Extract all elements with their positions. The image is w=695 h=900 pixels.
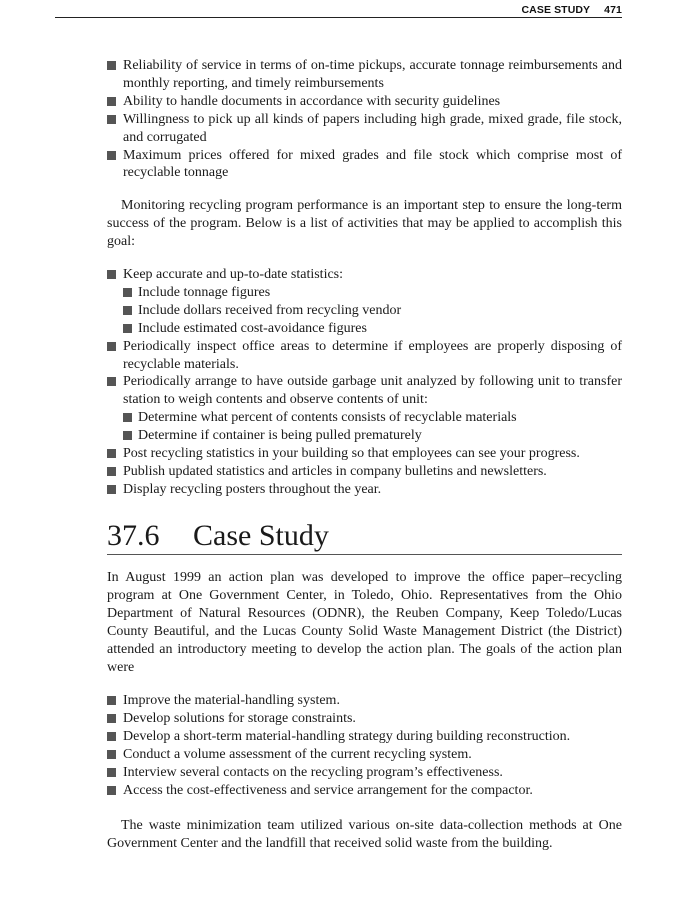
bullet-square-icon (107, 97, 116, 106)
bullet-square-icon (107, 342, 116, 351)
bullet-square-icon (107, 696, 116, 705)
bullet-square-icon (107, 467, 116, 476)
section-heading (107, 517, 622, 555)
bullet-square-icon (107, 377, 116, 386)
bullet-square-icon (107, 115, 116, 124)
sub-list-item: Determine what percent of contents consists of recyclable materials (107, 409, 622, 427)
bullet-square-icon (107, 768, 116, 777)
bullet-square-icon (123, 413, 132, 422)
bullet-square-icon (107, 449, 116, 458)
header-rule (55, 17, 622, 18)
list-item: Willingness to pick up all kinds of papers including high grade, mixed grade, file stock, and corrugated (107, 111, 622, 147)
list-item: Improve the material-handling system. (107, 692, 622, 710)
bullet-square-icon (107, 714, 116, 723)
bullet-square-icon (107, 270, 116, 279)
section-number: 37.6 (107, 519, 160, 552)
bullet-square-icon (107, 151, 116, 160)
running-title: CASE STUDY (521, 4, 591, 16)
activities-list (107, 266, 622, 499)
sub-list-item: Include dollars received from recycling vendor (107, 302, 622, 320)
list-item: Display recycling posters throughout the year. (107, 481, 622, 499)
list-item: Publish updated statistics and articles in company bulletins and newsletters. (107, 463, 622, 481)
sub-list-item: Include tonnage figures (107, 284, 622, 302)
list-item: Conduct a volume assessment of the current recycling system. (107, 746, 622, 764)
bullet-square-icon (107, 485, 116, 494)
bullet-square-icon (123, 306, 132, 315)
bullet-square-icon (107, 61, 116, 70)
list-item: Develop a short-term material-handling strategy during building reconstruction. (107, 728, 622, 746)
list-item: Keep accurate and up-to-date statistics: (107, 266, 622, 284)
final-paragraph: The waste minimization team utilized various on-site data-collection methods at One Government Center and the landfill that received solid waste from the building. (107, 818, 622, 851)
criteria-list (107, 57, 622, 182)
monitoring-paragraph: Monitoring recycling program performance is an important step to ensure the long-term success of the program. Below is a list of activities that may be applied to accomplish this goal: (107, 198, 622, 249)
list-item: Periodically inspect office areas to determine if employees are properly disposing of recyclable materials. (107, 338, 622, 374)
list-item: Access the cost-effectiveness and service arrangement for the compactor. (107, 782, 622, 800)
bullet-square-icon (123, 324, 132, 333)
page-number: 471 (604, 4, 622, 16)
sub-list-item: Include estimated cost-avoidance figures (107, 320, 622, 338)
case-paragraph: In August 1999 an action plan was developed to improve the office paper–recycling program at One Government Center, in Toledo, Ohio. Representatives from the Ohio Department of Natural Resources (ODNR), the Reuben Company, Keep Toledo/Lucas County Beautiful, and the Lucas County Solid Waste Management District (the District) attended an introductory meeting to develop the action plan. The goals of the action plan were (107, 570, 622, 675)
bullet-square-icon (107, 786, 116, 795)
list-item: Maximum prices offered for mixed grades and file stock which comprise most of recyclable tonnage (107, 147, 622, 183)
list-item: Develop solutions for storage constraints. (107, 710, 622, 728)
sub-list-item: Determine if container is being pulled prematurely (107, 427, 622, 445)
section-title: Case Study (193, 519, 329, 552)
list-item: Ability to handle documents in accordance with security guidelines (107, 93, 622, 111)
running-head (521, 4, 622, 16)
list-item: Reliability of service in terms of on-time pickups, accurate tonnage reimbursements and monthly reporting, and timely reimbursements (107, 57, 622, 93)
list-item: Periodically arrange to have outside garbage unit analyzed by following unit to transfer station to weigh contents and observe contents of unit: (107, 373, 622, 409)
list-item: Post recycling statistics in your building so that employees can see your progress. (107, 445, 622, 463)
bullet-square-icon (123, 431, 132, 440)
bullet-square-icon (123, 288, 132, 297)
bullet-square-icon (107, 750, 116, 759)
goals-list (107, 692, 622, 799)
list-item: Interview several contacts on the recycling program’s effectiveness. (107, 764, 622, 782)
bullet-square-icon (107, 732, 116, 741)
